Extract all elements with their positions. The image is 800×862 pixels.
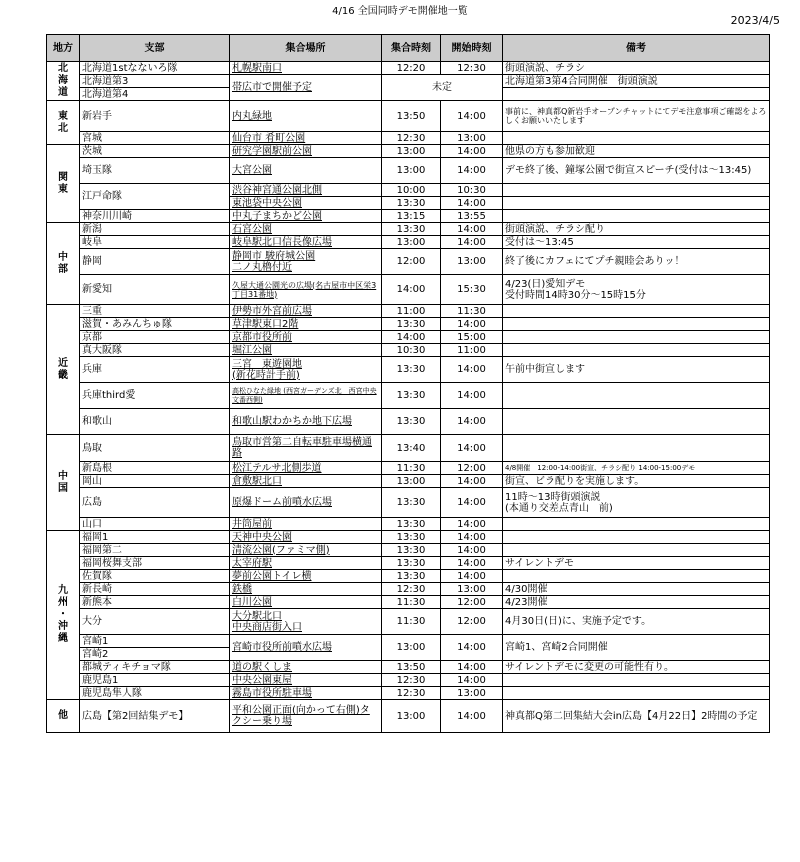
start-time-cell: 14:00 bbox=[441, 700, 503, 733]
branch-cell: 三重 bbox=[80, 305, 230, 318]
start-time-cell: 14:00 bbox=[441, 635, 503, 661]
header-gather-time: 集合時刻 bbox=[382, 35, 441, 62]
start-time-cell: 12:30 bbox=[441, 62, 503, 75]
place-cell: 東池袋中央公園 bbox=[230, 197, 382, 210]
note-cell bbox=[503, 570, 770, 583]
place-cell: 三宮 東遊園地 (新花時計手前) bbox=[230, 357, 382, 383]
gather-time-cell: 13:30 bbox=[382, 197, 441, 210]
note-cell: 4月30日(日)に、実施予定です。 bbox=[503, 609, 770, 635]
table-row bbox=[47, 409, 770, 435]
branch-cell: 鹿児島1 bbox=[80, 674, 230, 687]
branch-cell: 宮崎1 bbox=[80, 635, 230, 648]
place-cell: 堀江公園 bbox=[230, 344, 382, 357]
table-row bbox=[47, 184, 770, 197]
gather-time-cell: 11:30 bbox=[382, 462, 441, 475]
note-cell bbox=[503, 197, 770, 210]
table-row bbox=[47, 674, 770, 687]
table-row bbox=[47, 596, 770, 609]
gather-time-cell: 13:30 bbox=[382, 518, 441, 531]
start-time-cell: 14:00 bbox=[441, 518, 503, 531]
table-row bbox=[47, 75, 770, 88]
note-cell bbox=[503, 88, 770, 101]
place-cell: 大宮公園 bbox=[230, 158, 382, 184]
gather-time-cell: 13:30 bbox=[382, 409, 441, 435]
gather-time-cell: 13:30 bbox=[382, 557, 441, 570]
note-cell: 4/8開催 12:00-14:00街宣、チラシ配り 14:00-15:00デモ bbox=[503, 462, 770, 475]
place-cell: 宮崎市役所前噴水広場 bbox=[230, 635, 382, 661]
place-cell: 内丸緑地 bbox=[230, 101, 382, 132]
note-cell: 宮崎1、宮崎2合同開催 bbox=[503, 635, 770, 661]
gather-time-cell: 12:30 bbox=[382, 687, 441, 700]
branch-cell: 静岡 bbox=[80, 249, 230, 275]
region-cell: 中 国 bbox=[47, 435, 80, 531]
note-cell bbox=[503, 674, 770, 687]
table-row bbox=[47, 331, 770, 344]
note-cell bbox=[503, 687, 770, 700]
branch-cell: 宮城 bbox=[80, 132, 230, 145]
start-time-cell: 14:00 bbox=[441, 570, 503, 583]
gather-time-cell: 13:00 bbox=[382, 635, 441, 661]
start-time-cell: 14:00 bbox=[441, 197, 503, 210]
branch-cell: 佐賀隊 bbox=[80, 570, 230, 583]
note-cell: 街宣、ビラ配りを実施します。 bbox=[503, 475, 770, 488]
branch-cell: 広島 bbox=[80, 488, 230, 518]
branch-cell: 北海道第4 bbox=[80, 88, 230, 101]
branch-cell: 北海道第3 bbox=[80, 75, 230, 88]
place-cell: 札幌駅南口 bbox=[230, 62, 382, 75]
start-time-cell: 13:00 bbox=[441, 583, 503, 596]
start-time-cell: 14:00 bbox=[441, 357, 503, 383]
start-time-cell: 14:00 bbox=[441, 475, 503, 488]
gather-time-cell: 13:30 bbox=[382, 531, 441, 544]
note-cell: 受付は〜13:45 bbox=[503, 236, 770, 249]
table-row bbox=[47, 435, 770, 462]
place-cell: 井筒屋前 bbox=[230, 518, 382, 531]
region-cell: 九 州 ・ 沖 縄 bbox=[47, 531, 80, 700]
place-cell: 天神中央公園 bbox=[230, 531, 382, 544]
note-cell: デモ終了後、鐘塚公園で街宣スピーチ(受付は〜13:45) bbox=[503, 158, 770, 184]
table-row bbox=[47, 518, 770, 531]
note-cell bbox=[503, 210, 770, 223]
gather-time-cell: 13:30 bbox=[382, 383, 441, 409]
note-cell: 午前中街宣します bbox=[503, 357, 770, 383]
table-row bbox=[47, 557, 770, 570]
note-cell bbox=[503, 318, 770, 331]
table-row bbox=[47, 570, 770, 583]
region-cell: 他 bbox=[47, 700, 80, 733]
header-region: 地方 bbox=[47, 35, 80, 62]
region-cell: 東 北 bbox=[47, 101, 80, 145]
start-time-cell: 14:00 bbox=[441, 236, 503, 249]
place-cell: 石宮公園 bbox=[230, 223, 382, 236]
table-row bbox=[47, 475, 770, 488]
start-time-cell: 13:00 bbox=[441, 249, 503, 275]
gather-time-cell: 14:00 bbox=[382, 331, 441, 344]
gather-time-cell: 13:00 bbox=[382, 145, 441, 158]
start-time-cell: 10:30 bbox=[441, 184, 503, 197]
place-cell: 平和公園正面(向かって右側)タクシー乗り場 bbox=[230, 700, 382, 733]
start-time-cell: 14:00 bbox=[441, 158, 503, 184]
place-cell: 岐阜駅北口信長像広場 bbox=[230, 236, 382, 249]
gather-time-cell: 11:00 bbox=[382, 305, 441, 318]
start-time-cell: 14:00 bbox=[441, 223, 503, 236]
branch-cell: 鳥取 bbox=[80, 435, 230, 462]
table-header-row bbox=[47, 35, 770, 62]
start-time-cell: 14:00 bbox=[441, 531, 503, 544]
branch-cell: 都城ティキチョマ隊 bbox=[80, 661, 230, 674]
note-cell bbox=[503, 531, 770, 544]
region-cell: 中 部 bbox=[47, 223, 80, 305]
note-cell bbox=[503, 132, 770, 145]
gather-time-cell: 13:30 bbox=[382, 357, 441, 383]
time-cell: 未定 bbox=[382, 75, 503, 101]
branch-cell: 新長崎 bbox=[80, 583, 230, 596]
start-time-cell: 14:00 bbox=[441, 661, 503, 674]
start-time-cell: 11:00 bbox=[441, 344, 503, 357]
start-time-cell: 12:00 bbox=[441, 462, 503, 475]
table-row bbox=[47, 531, 770, 544]
branch-cell: 鹿児島隼人隊 bbox=[80, 687, 230, 700]
place-cell: 原爆ドーム前噴水広場 bbox=[230, 488, 382, 518]
gather-time-cell: 13:00 bbox=[382, 475, 441, 488]
branch-cell: 和歌山 bbox=[80, 409, 230, 435]
gather-time-cell: 12:20 bbox=[382, 62, 441, 75]
branch-cell: 真大阪隊 bbox=[80, 344, 230, 357]
place-cell: 久屋大通公園光の広場(名古屋市中区栄3丁目31番地) bbox=[230, 275, 382, 305]
place-cell: 太宰府駅 bbox=[230, 557, 382, 570]
place-cell: 草津駅東口2階 bbox=[230, 318, 382, 331]
start-time-cell: 13:55 bbox=[441, 210, 503, 223]
note-cell bbox=[503, 383, 770, 409]
note-cell: 街頭演説、チラシ配り bbox=[503, 223, 770, 236]
start-time-cell: 14:00 bbox=[441, 435, 503, 462]
gather-time-cell: 13:30 bbox=[382, 223, 441, 236]
region-cell: 近 畿 bbox=[47, 305, 80, 435]
table-row bbox=[47, 305, 770, 318]
note-cell bbox=[503, 344, 770, 357]
note-cell: 街頭演説、チラシ bbox=[503, 62, 770, 75]
table-row bbox=[47, 357, 770, 383]
branch-cell: 大分 bbox=[80, 609, 230, 635]
place-cell: 中丸子まちかど公園 bbox=[230, 210, 382, 223]
start-time-cell: 14:00 bbox=[441, 544, 503, 557]
place-cell: 白川公園 bbox=[230, 596, 382, 609]
table-row bbox=[47, 383, 770, 409]
table-row bbox=[47, 583, 770, 596]
document-title: 4/16 全国同時デモ開催地一覧 bbox=[332, 6, 468, 17]
note-cell: 終了後にカフェにてプチ親睦会ありッ！ bbox=[503, 249, 770, 275]
branch-cell: 新潟 bbox=[80, 223, 230, 236]
gather-time-cell: 13:40 bbox=[382, 435, 441, 462]
note-cell bbox=[503, 409, 770, 435]
note-cell: サイレントデモ bbox=[503, 557, 770, 570]
branch-cell: 京都 bbox=[80, 331, 230, 344]
gather-time-cell: 13:00 bbox=[382, 158, 441, 184]
place-cell: 渋谷神宮通公園北側 bbox=[230, 184, 382, 197]
table-row bbox=[47, 249, 770, 275]
note-cell: 4/23(日)愛知デモ 受付時間14時30分〜15時15分 bbox=[503, 275, 770, 305]
branch-cell: 茨城 bbox=[80, 145, 230, 158]
gather-time-cell: 11:30 bbox=[382, 596, 441, 609]
branch-cell: 江戸命隊 bbox=[80, 184, 230, 210]
table-row bbox=[47, 236, 770, 249]
place-cell: 仙台市 肴町公園 bbox=[230, 132, 382, 145]
start-time-cell: 14:00 bbox=[441, 674, 503, 687]
place-cell: 清流公園(ファミマ側) bbox=[230, 544, 382, 557]
table-row bbox=[47, 210, 770, 223]
start-time-cell: 14:00 bbox=[441, 488, 503, 518]
gather-time-cell: 11:30 bbox=[382, 609, 441, 635]
start-time-cell: 14:00 bbox=[441, 145, 503, 158]
note-cell: 4/30開催 bbox=[503, 583, 770, 596]
gather-time-cell: 13:50 bbox=[382, 661, 441, 674]
note-cell: 事前に、神真都Q新岩手オープンチャットにてデモ注意事項ご確認をよろしくお願いいたします bbox=[503, 101, 770, 132]
table-row bbox=[47, 635, 770, 648]
start-time-cell: 13:00 bbox=[441, 687, 503, 700]
gather-time-cell: 13:30 bbox=[382, 570, 441, 583]
start-time-cell: 12:00 bbox=[441, 596, 503, 609]
gather-time-cell: 14:00 bbox=[382, 275, 441, 305]
table-row bbox=[47, 101, 770, 132]
gather-time-cell: 13:00 bbox=[382, 236, 441, 249]
note-cell: サイレントデモに変更の可能性有り。 bbox=[503, 661, 770, 674]
note-cell: 神真都Q第二回集結大会in広島【4月22日】2時間の予定 bbox=[503, 700, 770, 733]
note-cell: 北海道第3第4合同開催 街頭演説 bbox=[503, 75, 770, 88]
note-cell bbox=[503, 435, 770, 462]
place-cell: 中央公園東屋 bbox=[230, 674, 382, 687]
table-row bbox=[47, 62, 770, 75]
gather-time-cell: 12:00 bbox=[382, 249, 441, 275]
header-note: 備考 bbox=[503, 35, 770, 62]
header-start-time: 開始時刻 bbox=[441, 35, 503, 62]
table-row bbox=[47, 318, 770, 331]
start-time-cell: 14:00 bbox=[441, 557, 503, 570]
branch-cell: 福岡1 bbox=[80, 531, 230, 544]
branch-cell: 広島【第2回結集デモ】 bbox=[80, 700, 230, 733]
place-cell: 霧島市役所駐車場 bbox=[230, 687, 382, 700]
note-cell bbox=[503, 331, 770, 344]
table-row bbox=[47, 544, 770, 557]
branch-cell: 埼玉隊 bbox=[80, 158, 230, 184]
place-cell: 倉敷駅北口 bbox=[230, 475, 382, 488]
branch-cell: 兵庫third愛 bbox=[80, 383, 230, 409]
start-time-cell: 15:00 bbox=[441, 331, 503, 344]
table-row bbox=[47, 132, 770, 145]
gather-time-cell: 13:15 bbox=[382, 210, 441, 223]
header-branch: 支部 bbox=[80, 35, 230, 62]
place-cell: 和歌山駅わかちか地下広場 bbox=[230, 409, 382, 435]
gather-time-cell: 13:50 bbox=[382, 101, 441, 132]
table-row bbox=[47, 488, 770, 518]
region-cell: 関 東 bbox=[47, 145, 80, 223]
note-cell bbox=[503, 544, 770, 557]
place-cell: 鳥取市営第二自転車駐車場横通路 bbox=[230, 435, 382, 462]
branch-cell: 福岡桜舞支部 bbox=[80, 557, 230, 570]
table-row bbox=[47, 661, 770, 674]
gather-time-cell: 13:30 bbox=[382, 544, 441, 557]
table-row bbox=[47, 145, 770, 158]
branch-cell: 新岩手 bbox=[80, 101, 230, 132]
start-time-cell: 12:00 bbox=[441, 609, 503, 635]
start-time-cell: 14:00 bbox=[441, 383, 503, 409]
branch-cell: 宮崎2 bbox=[80, 648, 230, 661]
place-cell: 伊勢市外宮前広場 bbox=[230, 305, 382, 318]
place-cell: 道の駅くしま bbox=[230, 661, 382, 674]
place-cell: 松江テルサ北側歩道 bbox=[230, 462, 382, 475]
gather-time-cell: 10:30 bbox=[382, 344, 441, 357]
place-cell: 鉄橋 bbox=[230, 583, 382, 596]
note-cell: 11時〜13時街頭演説 (本通り交差点青山 前) bbox=[503, 488, 770, 518]
gather-time-cell: 12:30 bbox=[382, 132, 441, 145]
branch-cell: 新愛知 bbox=[80, 275, 230, 305]
note-cell bbox=[503, 518, 770, 531]
gather-time-cell: 10:00 bbox=[382, 184, 441, 197]
table-row bbox=[47, 609, 770, 635]
document-date: 2023/4/5 bbox=[730, 14, 780, 27]
table-row bbox=[47, 158, 770, 184]
note-cell bbox=[503, 184, 770, 197]
branch-cell: 岐阜 bbox=[80, 236, 230, 249]
note-cell: 4/23開催 bbox=[503, 596, 770, 609]
branch-cell: 山口 bbox=[80, 518, 230, 531]
branch-cell: 滋賀・あみんちゅ隊 bbox=[80, 318, 230, 331]
start-time-cell: 15:30 bbox=[441, 275, 503, 305]
table-row bbox=[47, 223, 770, 236]
table-row bbox=[47, 700, 770, 733]
gather-time-cell: 12:30 bbox=[382, 674, 441, 687]
gather-time-cell: 13:00 bbox=[382, 700, 441, 733]
place-cell: 高松ひなた緑地 (西宮ガーデンズ北 西宮中央文番西側) bbox=[230, 383, 382, 409]
place-cell: 静岡市 駿府城公園 二ノ丸櫓付近 bbox=[230, 249, 382, 275]
table-row bbox=[47, 275, 770, 305]
start-time-cell: 14:00 bbox=[441, 318, 503, 331]
branch-cell: 新熊本 bbox=[80, 596, 230, 609]
note-cell bbox=[503, 305, 770, 318]
gather-time-cell: 13:30 bbox=[382, 318, 441, 331]
branch-cell: 北海道1stなないろ隊 bbox=[80, 62, 230, 75]
branch-cell: 神奈川川崎 bbox=[80, 210, 230, 223]
branch-cell: 新島根 bbox=[80, 462, 230, 475]
table-row bbox=[47, 344, 770, 357]
place-cell: 大分駅北口 中央商店街入口 bbox=[230, 609, 382, 635]
gather-time-cell: 12:30 bbox=[382, 583, 441, 596]
header-place: 集合場所 bbox=[230, 35, 382, 62]
demo-schedule-table bbox=[46, 34, 770, 733]
table-row bbox=[47, 687, 770, 700]
table-row bbox=[47, 462, 770, 475]
branch-cell: 兵庫 bbox=[80, 357, 230, 383]
note-cell: 他県の方も参加歓迎 bbox=[503, 145, 770, 158]
place-cell: 夢前公園トイレ横 bbox=[230, 570, 382, 583]
start-time-cell: 11:30 bbox=[441, 305, 503, 318]
place-cell: 研究学園駅前公園 bbox=[230, 145, 382, 158]
branch-cell: 福岡第二 bbox=[80, 544, 230, 557]
place-cell: 京都市役所前 bbox=[230, 331, 382, 344]
place-cell: 帯広市で開催予定 bbox=[230, 75, 382, 101]
start-time-cell: 14:00 bbox=[441, 101, 503, 132]
gather-time-cell: 13:30 bbox=[382, 488, 441, 518]
start-time-cell: 14:00 bbox=[441, 409, 503, 435]
start-time-cell: 13:00 bbox=[441, 132, 503, 145]
region-cell: 北 海 道 bbox=[47, 62, 80, 101]
branch-cell: 岡山 bbox=[80, 475, 230, 488]
